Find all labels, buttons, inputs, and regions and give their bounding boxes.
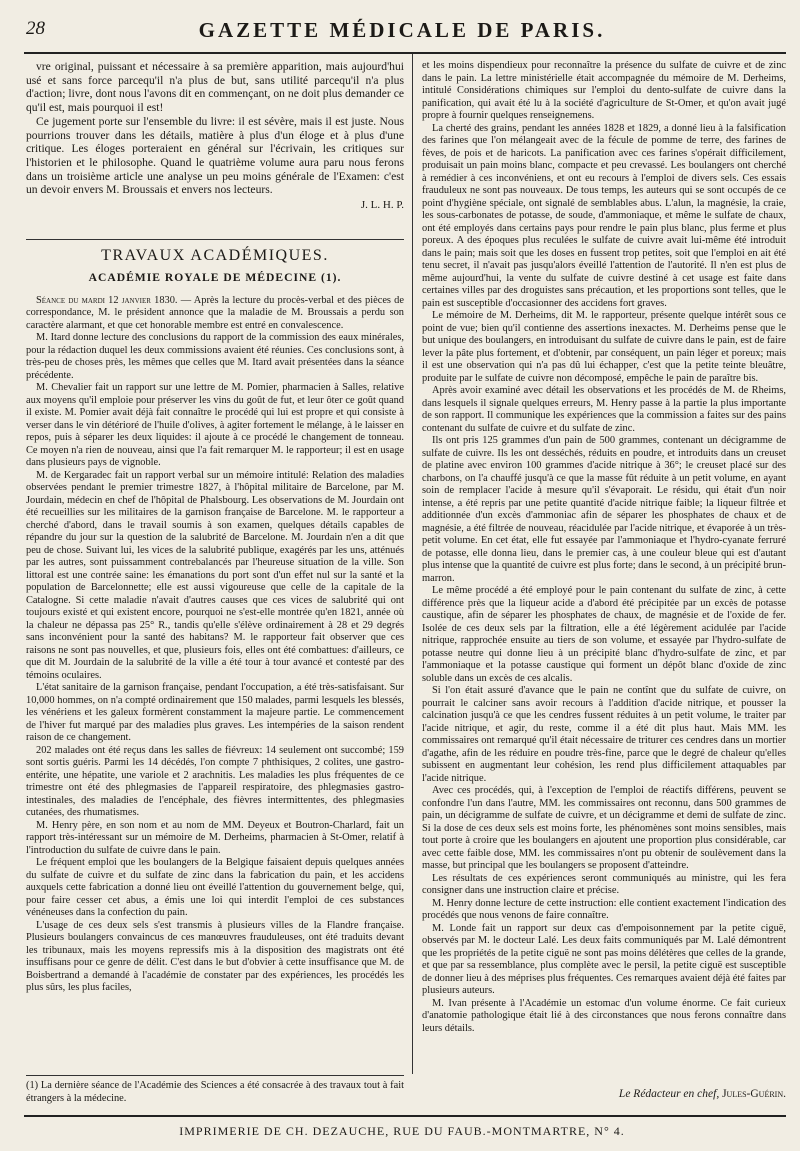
paragraph: et les moins dispendieux pour reconnaître la présence du sulfate de cuivre et de zinc dans le pain. La lettre ministérielle était accompagnée du mémoire de M. Derheims, intitulé Considérations chimiques sur l'emploi du dento-sulfate de cuivre dans la panification, qui avait été lu à la société d'agriculture de St-Omer, et qu'on avait jugé propre à fournir quelques renseignemens. <box>422 60 786 121</box>
paragraph: La cherté des grains, pendant les années 1828 et 1829, a donné lieu à la falsification des farines que l'on mélangeait avec de la fécule de pomme de terre, des farines de fèves, de pois et de haricots. La panification avec ces farines s'opérait difficilement, produisait un pain moins blanc, compacte et peu crevassé. Les boulangers ont cherché à remédier à ces inconvéniens, et ont eu recours à l'emploi de divers sels. Ces essais frauduleux ne sont pas nouveaux. De tous temps, les auteurs qui se sont occupés de ce point d'hygiène spéciale, ont signalé de semblables abus. L'alun, la magnésie, la craie, les sous-carbonates de potasse, de soude, d'ammoniaque, et même le sulfate de chaux, ont été employés dans certains pays pour rendre le pain plus blanc, plus ferme et plus poreux. A des époques plus reculées le sulfate de cuivre avait lui-même été introduit dans le pain; mais soit que les doses en fussent trop petites, soit que l'emploi en ait été tenu secret, il n'avait pas jusqu'alors éveillé l'attention de l'autorité. Il n'en est plus de même aujourd'hui, la vente du sulfate de cuivre destiné à cet usage est faite dans certaines villes par des droguistes sans précaution, et les proportions sont telles, que le pain est susceptible d'occasionner des accidens fort graves. <box>422 122 786 309</box>
paragraph <box>26 295 404 333</box>
paragraph: M. Itard donne lecture des conclusions du rapport de la commission des eaux minérales, pour la rédaction duquel les deux commissions avaient été réunies. Ces conclusions sont, à très-peu de choses près, les mêmes que celles que M. Itard avait présentées dans la séance précédente. <box>26 332 404 381</box>
review-signature: J. L. H. P. <box>360 199 404 212</box>
paragraph: Ils ont pris 125 grammes d'un pain de 500 grammes, contenant un décigramme de sulfate de cuivre. Ils les ont desséchés, réduits en poudre, et introduits dans un creuset de platine avec environ 100 grammes d'acide nitrique à 36°; le creuset placé sur des charbons, on l'a chauffé jusqu'à ce que la masse fût réduite à un petit volume, en ayant soin de remplacer l'acide à mesure qu'il s'évaporait. Le résidu, qui était d'un noir intense, a été repris par une petite quantité d'acide nitrique faible; la liqueur filtrée et additionnée d'un excès d'ammoniac afin de séparer les phosphates de chaux et de magnésie, a été filtrée de nouveau, réacidulée par l'acide nitrique, et évaporée à un très-petit volume. En cet état, elle fut essayée par l'ammoniaque et l'hydro-cyanate ferruré de potasse, elle donna lieu, dans le premier cas, à une couleur bleue qui est d'autant plus intense que la quantité de cuivre est plus forte; dans le second, à un précipité brun-marron. <box>422 435 786 584</box>
paragraph: M. Henry père, en son nom et au nom de MM. Deyeux et Boutron-Charlard, fait un rapport très-intéressant sur un mémoire de M. Derheims, pharmacien à St-Omer, relatif à l'introduction du sulfate de cuivre dans le pain. <box>26 819 404 856</box>
paragraph: M. Henry donne lecture de cette instruction: elle contient exactement l'indication des procédés que nous venons de faire connaître. <box>422 897 786 921</box>
paragraph: L'état sanitaire de la garnison française, pendant l'occupation, a été très-satisfaisant. Sur 10,000 hommes, on n'a compté ordinairement que 150 malades, parmi lesquels les blessés, les vénériens et les galeux formèrent constamment la majeure partie. Le commencement de l'hiver fut marqué par des maladies plus graves. Les intempéries de la saison rendent raison de ce changement. <box>26 682 404 744</box>
paragraph: M. Ivan présente à l'Académie un estomac d'un volume énorme. Ce fait curieux d'anatomie pathologique était lié à des circonstances que nous ferons connaître dans leurs détails. <box>422 997 786 1034</box>
editor-label: Le Rédacteur en chef, <box>618 1088 720 1100</box>
paragraph: Avec ces procédés, qui, à l'exception de l'emploi de réactifs différens, peuvent se confondre l'un dans l'autre, MM. les commissaires ont reconnu, dans 500 grammes de pain, un décigramme de sulfate de cuivre, et un décigramme et demi de sulfate de zinc. Si la dose de ces deux sels est moins forte, les phénomènes sont moins sensibles, mais tout porte à croire que les boulangers en ajoutent une proportion plus considérable, car avec cette faible dose, MM. les commissaires n'ont pu obtenir de soulèvement dans la masse, but principal que les boulangers se proposent d'atteindre. <box>422 785 786 871</box>
paragraph: 202 malades ont été reçus dans les salles de fiévreux: 14 seulement ont succombé; 159 sont sortis guéris. Parmi les 14 décédés, l'on compte 7 phthisiques, 2 colites, une gastro-entérite, une hépatite, une variole et 2 arachnitis. Les maladies les plus fréquentes de ce trimestre ont été des phlegmasies de l'appareil respiratoire, des phlegmasies gastro-intestinales, des maladies de l'encéphale, des fièvres intermittentes, des phlegmasies cutanées, des rhumatismes. <box>26 744 404 819</box>
paragraph: Le fréquent emploi que les boulangers de la Belgique faisaient depuis quelques années du sulfate de cuivre et du sulfate de zinc dans la fabrication du pain, et les accidens auxquels cette fabrication a donné lieu ont éveillé l'attention du gouvernement belge, qui, pour faire cesser cet abus, a émis une loi qui interdit l'emploi de ces substances vénéneuses dans la confection du pain. <box>26 857 404 919</box>
paragraph: M. Chevalier fait un rapport sur une lettre de M. Pomier, pharmacien à Salles, relative aux moyens qu'il emploie pour préserver les vins du goût de fut, et leur ôter ce goût quand il existe. M. Pomier avait déjà fait connaître le procédé qui lui est propre et qui consiste à verser dans le vin détérioré de l'huile d'olives, à agiter fortement le mélange, à le laisser en repos, puis à séparer les deux liquides: il ajoute à ce procédé le changement de tonneau. Ce moyen n'a rien de nouveau, ainsi que l'a fait remarquer M. le rapporteur; il est en usage dans plusieurs pays de vignoble. <box>26 382 404 469</box>
paragraph: L'usage de ces deux sels s'est transmis à plusieurs villes de la Flandre française. Plusieurs boulangers convaincus de ces manœuvres frauduleuses, ont été traduits devant les tribunaux, mais les moyens repressifs mis à la disposition des magistrats ont été insuffisans pour ce genre de délit. C'est dans le but d'obvier à cette insuffisance que M. de Boisbertrand a demandé à l'académie de constater par des expériences, les procédés les plus sûrs, les plus faciles, <box>26 919 404 994</box>
left-column <box>26 60 404 1090</box>
printer-imprint: IMPRIMERIE DE CH. DEZAUCHE, RUE DU FAUB.-MONTMARTRE, N° 4. <box>179 1124 625 1138</box>
review-conclusion <box>26 60 404 213</box>
session-label: Séance du mardi 12 janvier 1830. <box>36 294 178 306</box>
editor-name: Jules-Guérin. <box>722 1088 786 1100</box>
paragraph-text: — Après la lecture du procès-verbal et des pièces de correspondance, M. le président annonce que la maladie de M. Broussais a perdu son caractère alarmant, et que cet honorable membre est entré en convalescence. <box>26 294 404 331</box>
paragraph: Le mémoire de M. Derheims, dit M. le rapporteur, présente quelque intérêt sous ce point de vue; bien qu'il contienne des assertions inexactes. M. Derheims pense que le but unique des boulangers, en introduisant du sulfate de cuivre dans le pain, est de faire lever la pâte plus fortement, et d'obtenir, par conséquent, un pain léger et poreux; mais il est une observation qui n'a pas dû lui échapper, c'est que la petite teinte bleuâtre, produite par le sulfate de cuivre non décomposé, empêche le pain de paraître bis. <box>422 310 786 384</box>
right-column <box>422 60 786 1090</box>
running-title: GAZETTE MÉDICALE DE PARIS. <box>198 18 606 42</box>
newspaper-page <box>14 8 790 1146</box>
paragraph: Après avoir examiné avec détail les observations et les procédés de M. de Rheims, dans lesquels il signale quelques erreurs, M. Henry passe à la partie la plus importante de son rapport. Il communique les expériences que la commission a faites sur des pains contenant du sulfate de cuivre et du sulfate de zinc. <box>422 385 786 434</box>
editor-signature <box>422 1088 786 1100</box>
subsection-title: ACADÉMIE ROYALE DE MÉDECINE (1). <box>88 271 342 285</box>
column-divider <box>412 54 413 1074</box>
paragraph: vre original, puissant et nécessaire à sa première apparition, mais aujourd'hui usé et sans force parcequ'il n'a plus de but, sans utilité parcequ'il n'a plus d'action; livre, dont nous l'avons dit en commençant, on ne doit plus demander ce qu'il est, mais pourquoi il est! <box>26 60 404 115</box>
paragraph: Ce jugement porte sur l'ensemble du livre: il est sévère, mais il est juste. Nous pourrions trouver dans les détails, matière à plus d'un éloge et à plus d'une critique. Les éloges porteraient en général sur l'écrivain, les critiques sur l'historien et le philosophe. Quand le quatrième volume aura paru nous ferons dans un troisième article une analyse un peu moins générale de l'Examen: c'est un devoir envers M. Broussais et envers nos lecteurs. <box>26 114 404 197</box>
page-number: 28 <box>26 18 45 39</box>
footnote-rule <box>26 1075 404 1076</box>
section-title: TRAVAUX ACADÉMIQUES. <box>26 239 404 263</box>
paragraph: M. de Kergaradec fait un rapport verbal sur un mémoire intitulé: Relation des maladies observées pendant le premier trimestre 1827, à l'hôpital militaire de Barcelone, par M. Jourdain, médecin en chef de l'hôpital de Phalsbourg. Les observations de M. Jourdain ont été recueillies sur les militaires de la garnison française de Barcelone. M. le rapporteur a cherché d'abord, dans le travail soumis à son examen, quelques détails capables de répandre du jour sur la question de la salubrité de Barcelone. M. Jourdain n'en a dit que peu de chose. Suivant lui, les vices de la salubrité publique, exagérés par les uns, atténués par les autres, sont puissamment contrebalancés par l'heureuse situation de la ville. Son littoral est une contrée saine: les émanations du port sont d'un effet nul sur la santé et la population de Barcelonnette; elle est aussi vigoureuse que celle de la capitale de la Catalogne. Si cette maladie n'avait d'autres causes que ces vices de salubrité qui ont toujours existé et qui existent encore, pourquoi ne s'est-elle montrée qu'en 1821, année où la chaleur ne dépassa pas 25° R., tandis qu'elle s'élève ordinairement à 28 et 29 degrés sans inconvénient pour la santé des habitans? M. le rapporteur fait observer que ces raisons ne sont pas nouvelles, et que, plusieurs fois, elles ont été combattues: d'ailleurs, ce que dit M. Jourdain de la salubrité de la ville a été tour à tour avancé et contesté par des témoins oculaires. <box>26 469 404 681</box>
paragraph: Les résultats de ces expériences seront communiqués au ministre, qui les fera consigner dans une instruction claire et précise. <box>422 872 786 896</box>
page-header <box>14 8 790 48</box>
header-rule <box>24 52 786 54</box>
paragraph: Si l'on était assuré d'avance que le pain ne contînt que du sulfate de cuivre, on pourrait le calciner sans avoir recours à l'addition d'acide nitrique, et pousser la calcination jusqu'à ce que les cendres fussent réduites à un petit volume, le traiter par l'acide nitrique, et agir, du reste, comme il a été dit plus haut. Mais MM. les commissaires ont remarqué qu'il était nécessaire de triturer ces cendres dans un mortier d'agathe, afin de les réduire en poudre très-fine, parce que le degré de chaleur qu'elles subissent en augmentant leur cohésion, les rend plus difficilement attaquables par l'acide nitrique. <box>422 685 786 784</box>
footnote: (1) La dernière séance de l'Académie des Sciences a été consacrée à des travaux tout à fait étrangers à la médecine. <box>26 1080 404 1104</box>
paragraph: M. Londe fait un rapport sur deux cas d'empoisonnement par la petite ciguë, observés par M. le docteur Lalé. Les deux faits communiqués par M. Lalé démontrent que les propriétés de la petite ciguë ne sont pas moins délétères que celles de la grande, et que par sa ressemblance, plus complète avec le persil, la petite ciguë est susceptible de donner lieu à des méprises plus fréquentes. Ces remarques avaient déjà été faites par plusieurs auteurs. <box>422 922 786 996</box>
paragraph: Le même procédé a été employé pour le pain contenant du sulfate de zinc, à cette différence près que la liqueur acide a d'abord été précipitée par un excès de potasse caustique, afin de séparer les phosphates de chaux, de magnésie et de l'oxide de fer. Isolée de ces deux sels par la filtration, elle a été légèrement acidulée par l'acide nitrique, rapprochée ensuite au tiers de son volume, et essayée par l'hydro-sulfate de potasse neutre qui donne lieu à un précipité blanc d'hydro-sulfate de zinc, et par l'ammoniaque et la potasse caustique qui forment un dépôt blanc d'oxide de zinc soluble dans un excès de ces alcalis. <box>422 585 786 684</box>
footer-rule <box>24 1115 786 1117</box>
